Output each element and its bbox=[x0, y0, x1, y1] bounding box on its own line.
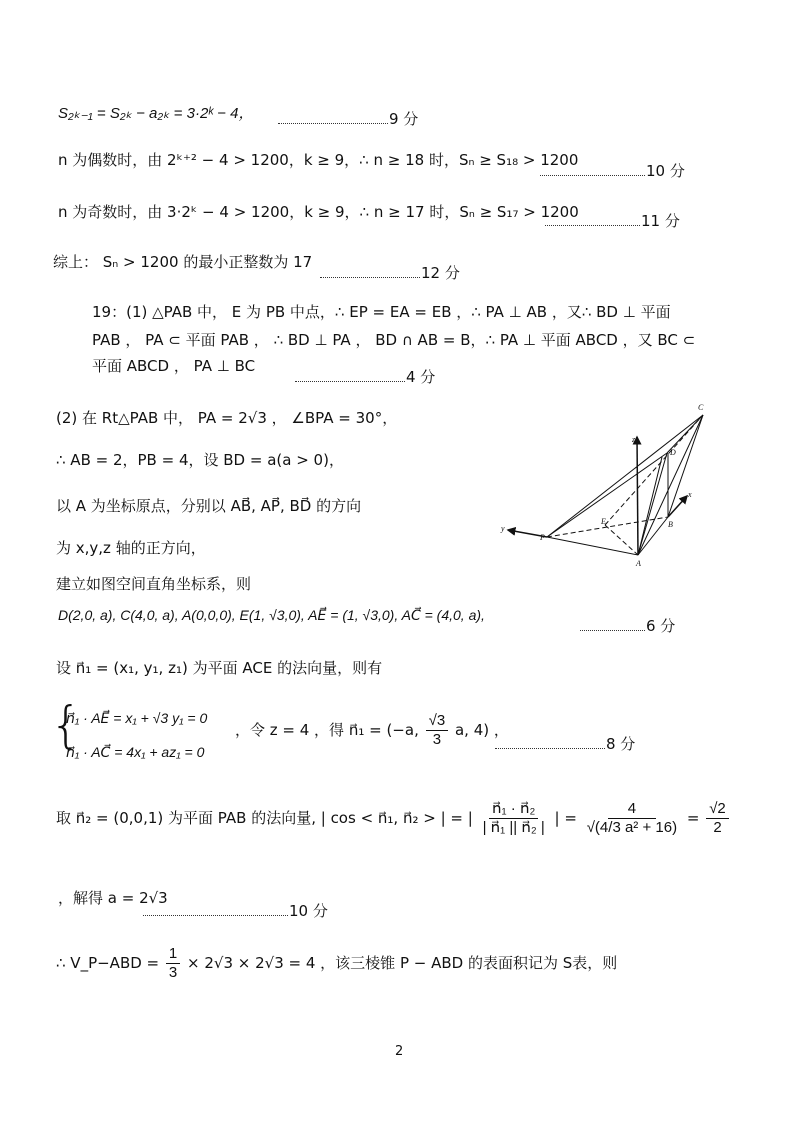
text: ，令 z = 4 ，得 n⃗₁ = (−a, bbox=[235, 721, 419, 739]
label-x: x bbox=[688, 490, 692, 499]
page-number: 2 bbox=[395, 1044, 404, 1059]
edge-PC bbox=[547, 415, 703, 537]
score-mark: 9 分 bbox=[278, 108, 418, 129]
fraction: $\frac{√3}{3}$ bbox=[426, 712, 449, 749]
text-line: (2) 在 Rt△PAB 中， PA = 2√3 ， ∠BPA = 30°， bbox=[56, 409, 398, 427]
text-line: n 为奇数时，由 3·2ᵏ − 4 > 1200，k ≥ 9，∴ n ≥ 17 时，Sₙ ≥ S₁₇ > 1200 bbox=[58, 203, 579, 221]
label-C: C bbox=[698, 403, 704, 412]
system-brace: { bbox=[50, 696, 82, 754]
score-mark: 6 分 bbox=[580, 615, 675, 636]
text-line: ，解得 a = 2√3 bbox=[58, 889, 168, 907]
equation-line: n⃗₁ · AC⃗ = 4x₁ + az₁ = 0 bbox=[66, 744, 205, 760]
text: ∴ V_P−ABD = bbox=[56, 954, 160, 972]
x-axis bbox=[668, 496, 687, 517]
edge-BC bbox=[668, 415, 703, 517]
text: × 2√3 × 2√3 = 4 ，该三棱锥 P − ABD 的表面积记为 S表，则 bbox=[187, 954, 618, 972]
equation-line bbox=[235, 712, 509, 749]
equation-line: S₂ₖ₋₁ = S₂ₖ − a₂ₖ = 3·2ᵏ − 4， bbox=[58, 105, 254, 122]
text-line: 设 n⃗₁ = (x₁, y₁, z₁) 为平面 ACE 的法向量，则有 bbox=[56, 659, 383, 677]
fraction: $\frac{√2}{2}$ bbox=[706, 800, 729, 837]
text: a, 4) ， bbox=[454, 721, 509, 739]
label-D: D bbox=[670, 448, 676, 457]
edge-AC bbox=[638, 415, 703, 555]
text-line: 为 x,y,z 轴的正方向， bbox=[56, 539, 206, 557]
equation-line: n⃗₁ · AE⃗ = x₁ + √3 y₁ = 0 bbox=[66, 710, 208, 726]
label-A: A bbox=[636, 559, 641, 568]
edge-PD bbox=[547, 453, 667, 537]
edge-EC-dashed bbox=[605, 415, 703, 525]
equation-line bbox=[56, 800, 731, 837]
edge-EA-dashed bbox=[605, 525, 638, 555]
score-mark: 4 分 bbox=[295, 366, 435, 387]
label-E: E bbox=[601, 517, 606, 526]
label-P: P bbox=[540, 533, 545, 542]
text: 取 n⃗₂ = (0,0,1) 为平面 PAB 的法向量, | cos < n⃗₁, n⃗₂ > | = | bbox=[56, 809, 473, 827]
text: = bbox=[686, 809, 700, 827]
equation-line: D(2,0, a), C(4,0, a), A(0,0,0), E(1, √3,0), AE⃗ = (1, √3,0), AC⃗ = (4,0, a), bbox=[58, 607, 485, 623]
text-line: ∴ AB = 2，PB = 4，设 BD = a(a > 0)， bbox=[56, 451, 344, 469]
equation-line bbox=[56, 945, 617, 982]
fraction: $\frac{\text{n⃗₁ · n⃗₂}}{\text{| n⃗₁ || n⃗₂ |}}$ bbox=[482, 800, 545, 836]
text-line: 以 A 为坐标原点，分别以 AB⃗, AP⃗, BD⃗ 的方向 bbox=[56, 497, 362, 515]
z-axis bbox=[637, 437, 638, 555]
score-mark: 8 分 bbox=[495, 733, 635, 754]
text-line: 建立如图空间直角坐标系，则 bbox=[56, 575, 252, 593]
text-line: PAB ， PA ⊂ 平面 PAB ， ∴ BD ⊥ PA ， BD ∩ AB = B，∴ PA ⊥ 平面 ABCD ，又 BC ⊂ bbox=[92, 331, 696, 349]
score-mark: 10 分 bbox=[143, 900, 328, 921]
text-line: 19：(1) △PAB 中， E 为 PB 中点，∴ EP = EA = EB ，∴ PA ⊥ AB ，又∴ BD ⊥ 平面 bbox=[92, 303, 671, 321]
score-mark: 12 分 bbox=[320, 262, 460, 283]
fraction: $\frac{1}{3}$ bbox=[166, 945, 180, 982]
score-mark: 11 分 bbox=[545, 210, 680, 231]
text-line: 平面 ABCD ， PA ⊥ BC bbox=[92, 357, 256, 375]
fraction: $\frac{4}{\text{√(4/3 a² + 16)}}$ bbox=[586, 800, 678, 836]
label-y: y bbox=[501, 524, 505, 533]
text-line: 综上： Sₙ > 1200 的最小正整数为 17 bbox=[53, 253, 313, 271]
pyramid-figure bbox=[490, 400, 710, 580]
score-mark: 10 分 bbox=[540, 160, 685, 181]
text-line: n 为偶数时，由 2ᵏ⁺² − 4 > 1200，k ≥ 9，∴ n ≥ 18 时，Sₙ ≥ S₁₈ > 1200 bbox=[58, 151, 579, 169]
label-z: z bbox=[632, 435, 636, 444]
edge-AD bbox=[638, 453, 667, 555]
text: | = bbox=[554, 809, 577, 827]
edge-PA bbox=[547, 537, 638, 555]
label-B: B bbox=[668, 520, 673, 529]
